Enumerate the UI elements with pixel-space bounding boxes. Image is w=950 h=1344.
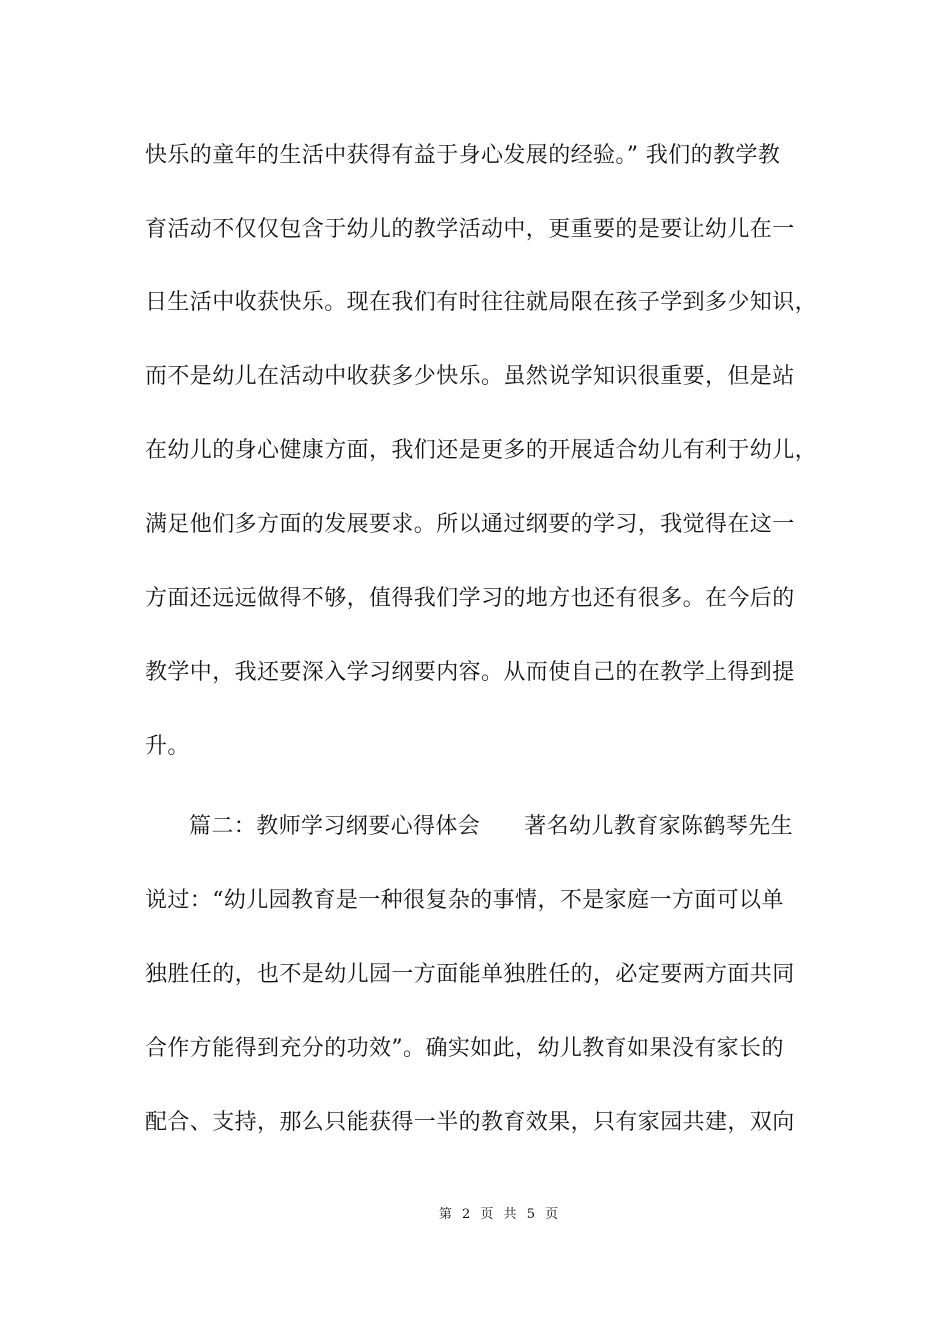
paragraph-line: 快乐的童年的生活中获得有益于身心发展的经验。” 我们的教学教	[145, 143, 781, 168]
paragraph-line: 教学中，我还要深入学习纲要内容。从而使自己的在教学上得到提	[145, 660, 795, 685]
page-number-footer: 第 2 页 共 5 页	[438, 1207, 562, 1222]
paragraph-line: 说过：“幼儿园教育是一种很复杂的事情，不是家庭一方面可以单	[145, 888, 784, 913]
paragraph-line: 满足他们多方面的发展要求。所以通过纲要的学习，我觉得在这一	[145, 512, 795, 537]
paragraph-line: 日生活中收获快乐。现在我们有时往往就局限在孩子学到多少知识，	[145, 290, 818, 315]
section-first-line	[189, 812, 793, 842]
paragraph-line: 育活动不仅仅包含于幼儿的教学活动中，更重要的是要让幼儿在一	[145, 217, 795, 242]
paragraph-line: 在幼儿的身心健康方面，我们还是更多的开展适合幼儿有利于幼儿，	[145, 438, 818, 463]
paragraph-line: 而不是幼儿在活动中收获多少快乐。虽然说学知识很重要，但是站	[145, 364, 795, 389]
paragraph-line: 合作方能得到充分的功效”。确实如此，幼儿教育如果没有家长的	[145, 1036, 784, 1061]
paragraph-line: 配合、支持，那么只能获得一半的教育效果，只有家园共建，双向	[145, 1110, 795, 1135]
paragraph-line: 升。	[145, 734, 190, 759]
section-heading: 篇二：教师学习纲要心得体会	[189, 814, 481, 839]
section-first-line-text: 著名幼儿教育家陈鹤琴先生	[524, 814, 794, 839]
paragraph-line: 方面还远远做得不够，值得我们学习的地方也还有很多。在今后的	[145, 586, 795, 611]
paragraph-line: 独胜任的，也不是幼儿园一方面能单独胜任的，必定要两方面共同	[145, 962, 795, 987]
